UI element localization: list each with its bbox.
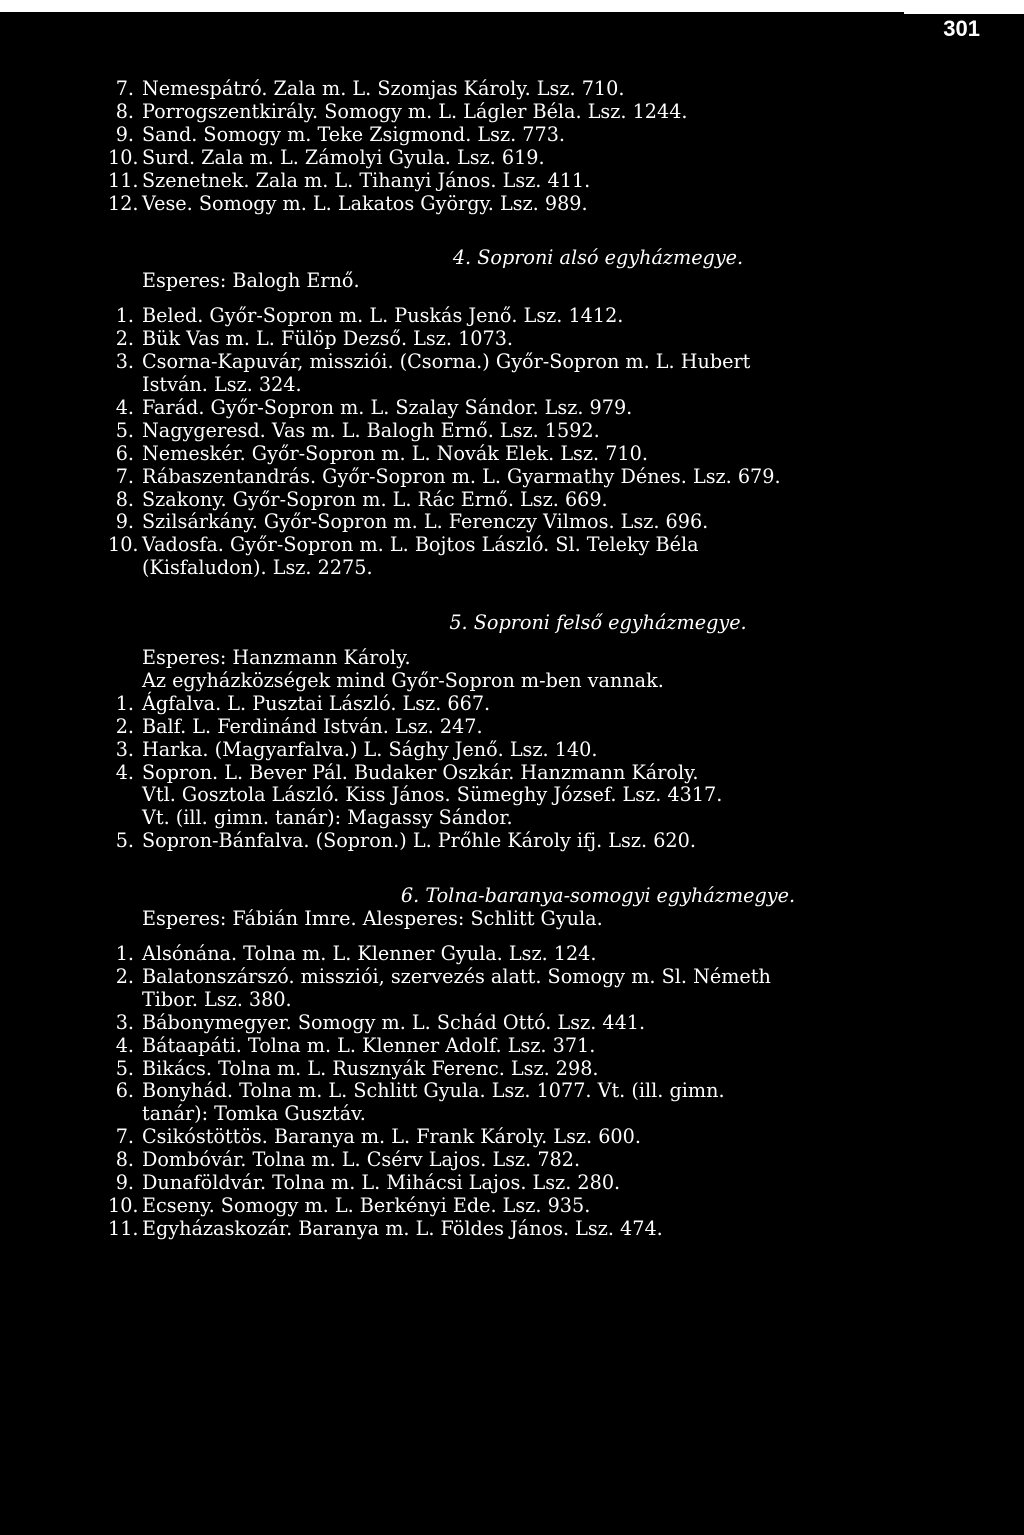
- list-item: [108, 1012, 968, 1035]
- item-text: Bük Vas m. L. Fülöp Dezső. Lsz. 1073.: [142, 327, 514, 351]
- item-text: Rábaszentandrás. Győr-Sopron m. L. Gyarmathy Dénes. Lsz. 679.: [142, 464, 781, 488]
- list-item: [108, 830, 968, 853]
- item-number: 1.: [115, 942, 134, 965]
- item-number: 4.: [115, 395, 134, 419]
- item-number: 2.: [115, 964, 134, 988]
- item-number: 7.: [115, 77, 134, 100]
- list-item: [108, 762, 968, 785]
- section-5-esperes: Esperes: Hanzmann Károly.: [142, 646, 411, 670]
- item-number: 8.: [115, 1148, 134, 1172]
- section-6-esperes: Esperes: Fábián Imre. Alesperes: Schlitt Gyula.: [142, 907, 603, 931]
- page-content: [108, 78, 968, 1241]
- item-number: 6.: [115, 441, 134, 465]
- item-text: Ágfalva. L. Pusztai László. Lsz. 667.: [142, 691, 491, 715]
- list-item: [108, 78, 968, 101]
- item-text: Sopron. L. Bever Pál. Budaker Oszkár. Hanzmann Károly.: [142, 760, 699, 784]
- item-text: Sopron-Bánfalva. (Sopron.) L. Prőhle Károly ifj. Lsz. 620.: [142, 829, 696, 853]
- item-number: 11.: [108, 168, 139, 192]
- list-item: [108, 1035, 968, 1058]
- item-text: Balatonszárszó. missziói, szervezés alatt. Somogy m. Sl. Németh: [142, 964, 771, 988]
- list-item: [108, 351, 968, 374]
- list-item: [108, 170, 968, 193]
- item-text: Dunaföldvár. Tolna m. L. Mihácsi Lajos. Lsz. 280.: [142, 1171, 621, 1195]
- item-number: 5.: [115, 829, 134, 853]
- item-text: Balf. L. Ferdinánd István. Lsz. 247.: [142, 714, 483, 738]
- item-text: Bátaapáti. Tolna m. L. Klenner Adolf. Lsz. 371.: [142, 1033, 596, 1057]
- item-number: 1.: [115, 304, 134, 328]
- list-item: [108, 1149, 968, 1172]
- item-number: 9.: [115, 1171, 134, 1195]
- item-number: 9.: [115, 510, 134, 534]
- list-item: [108, 397, 968, 420]
- section-4-esperes: Esperes: Balogh Ernő.: [142, 269, 360, 293]
- item-text: Farád. Győr-Sopron m. L. Szalay Sándor. Lsz. 979.: [142, 395, 633, 419]
- list-item: [108, 489, 968, 512]
- item-text: Nemespátró. Zala m. L. Szomjas Károly. Lsz. 710.: [142, 77, 625, 100]
- item-number: 1.: [115, 691, 134, 715]
- item-number: 8.: [115, 99, 134, 123]
- list-item: [108, 693, 968, 716]
- item-number: 3.: [115, 350, 134, 374]
- item-number: 10.: [108, 533, 139, 557]
- item-text: Szilsárkány. Győr-Sopron m. L. Ferenczy Vilmos. Lsz. 696.: [142, 510, 709, 534]
- item-text: Nemeskér. Győr-Sopron m. L. Novák Elek. Lsz. 710.: [142, 441, 648, 465]
- item-text: Ecseny. Somogy m. L. Berkényi Ede. Lsz. 935.: [142, 1193, 591, 1217]
- item-number: 2.: [115, 714, 134, 738]
- item-number: 5.: [115, 418, 134, 442]
- list-item: [108, 420, 968, 443]
- page-number: 301: [943, 16, 980, 41]
- list-item: [108, 124, 968, 147]
- section-4-entries: [108, 305, 968, 580]
- section-5-note: Az egyházközségek mind Győr-Sopron m-ben vannak.: [142, 668, 664, 692]
- item-text: Surd. Zala m. L. Zámolyi Gyula. Lsz. 619.: [142, 145, 545, 169]
- item-text: Vese. Somogy m. L. Lakatos György. Lsz. 989.: [142, 191, 588, 215]
- item-text: Egyházaskozár. Baranya m. L. Földes János. Lsz. 474.: [142, 1216, 663, 1240]
- top-border: [0, 0, 1024, 12]
- item-text: Bábonymegyer. Somogy m. L. Schád Ottó. Lsz. 441.: [142, 1010, 646, 1034]
- list-item: [108, 739, 968, 762]
- entry-list-continued: [108, 78, 968, 215]
- list-item: [108, 1080, 968, 1103]
- list-item: [108, 1195, 968, 1218]
- section-6-entries: [108, 943, 968, 1241]
- item-number: 10.: [108, 1193, 139, 1217]
- list-item: [108, 1126, 968, 1149]
- item-text: Bonyhád. Tolna m. L. Schlitt Gyula. Lsz. 1077. Vt. (ill. gimn.: [142, 1079, 725, 1103]
- list-item: [108, 1172, 968, 1195]
- list-item: [108, 466, 968, 489]
- item-number: 7.: [115, 464, 134, 488]
- item-number: 11.: [108, 1216, 139, 1240]
- item-text: Dombóvár. Tolna m. L. Csérv Lajos. Lsz. 782.: [142, 1148, 581, 1172]
- item-text: Harka. (Magyarfalva.) L. Sághy Jenő. Lsz. 140.: [142, 737, 598, 761]
- item-text: Csorna-Kapuvár, missziói. (Csorna.) Győr-Sopron m. L. Hubert: [142, 350, 751, 374]
- item-number: 8.: [115, 487, 134, 511]
- item-text: Csikóstöttös. Baranya m. L. Frank Károly. Lsz. 600.: [142, 1125, 641, 1149]
- item-continuation: Vtl. Gosztola László. Kiss János. Sümeghy József. Lsz. 4317.: [142, 783, 723, 807]
- item-number: 4.: [115, 1033, 134, 1057]
- list-item: [108, 966, 968, 989]
- item-number: 10.: [108, 145, 139, 169]
- item-number: 9.: [115, 122, 134, 146]
- item-continuation: (Kisfaludon). Lsz. 2275.: [142, 556, 373, 580]
- item-continuation: István. Lsz. 324.: [142, 372, 302, 396]
- list-item: [108, 147, 968, 170]
- list-item: [108, 1218, 968, 1241]
- item-number: 4.: [115, 760, 134, 784]
- section-heading-5: 5. Soproni felső egyházmegye.: [449, 611, 747, 635]
- item-text: Beled. Győr-Sopron m. L. Puskás Jenő. Lsz. 1412.: [142, 304, 624, 328]
- list-item: [108, 101, 968, 124]
- item-continuation: tanár): Tomka Gusztáv.: [142, 1102, 366, 1126]
- item-number: 12.: [108, 191, 139, 215]
- item-number: 3.: [115, 737, 134, 761]
- section-5-entries: [108, 693, 968, 853]
- list-item: [108, 193, 968, 216]
- list-item: [108, 534, 968, 557]
- item-text: Sand. Somogy m. Teke Zsigmond. Lsz. 773.: [142, 122, 566, 146]
- item-text: Nagygeresd. Vas m. L. Balogh Ernő. Lsz. 1592.: [142, 418, 600, 442]
- item-text: Bikács. Tolna m. L. Rusznyák Ferenc. Lsz. 298.: [142, 1056, 599, 1080]
- list-item: [108, 943, 968, 966]
- section-heading-6: 6. Tolna-baranya-somogyi egyházmegye.: [400, 884, 796, 908]
- item-number: 7.: [115, 1125, 134, 1149]
- item-continuation: Vt. (ill. gimn. tanár): Magassy Sándor.: [142, 806, 513, 830]
- item-continuation: Tibor. Lsz. 380.: [142, 987, 292, 1011]
- page-number-rule: [904, 12, 1024, 14]
- item-text: Porrogszentkirály. Somogy m. L. Lágler Béla. Lsz. 1244.: [142, 99, 688, 123]
- list-item: [108, 511, 968, 534]
- list-item: [108, 1058, 968, 1081]
- item-text: Szenetnek. Zala m. L. Tihanyi János. Lsz. 411.: [142, 168, 591, 192]
- item-text: Alsónána. Tolna m. L. Klenner Gyula. Lsz. 124.: [142, 942, 597, 965]
- item-text: Vadosfa. Győr-Sopron m. L. Bojtos László. Sl. Teleky Béla: [142, 533, 699, 557]
- item-text: Szakony. Győr-Sopron m. L. Rác Ernő. Lsz. 669.: [142, 487, 608, 511]
- item-number: 5.: [115, 1056, 134, 1080]
- item-number: 3.: [115, 1010, 134, 1034]
- item-number: 2.: [115, 327, 134, 351]
- item-number: 6.: [115, 1079, 134, 1103]
- list-item: [108, 443, 968, 466]
- list-item: [108, 328, 968, 351]
- list-item: [108, 305, 968, 328]
- list-item: [108, 716, 968, 739]
- section-heading-4: 4. Soproni alsó egyházmegye.: [452, 246, 744, 270]
